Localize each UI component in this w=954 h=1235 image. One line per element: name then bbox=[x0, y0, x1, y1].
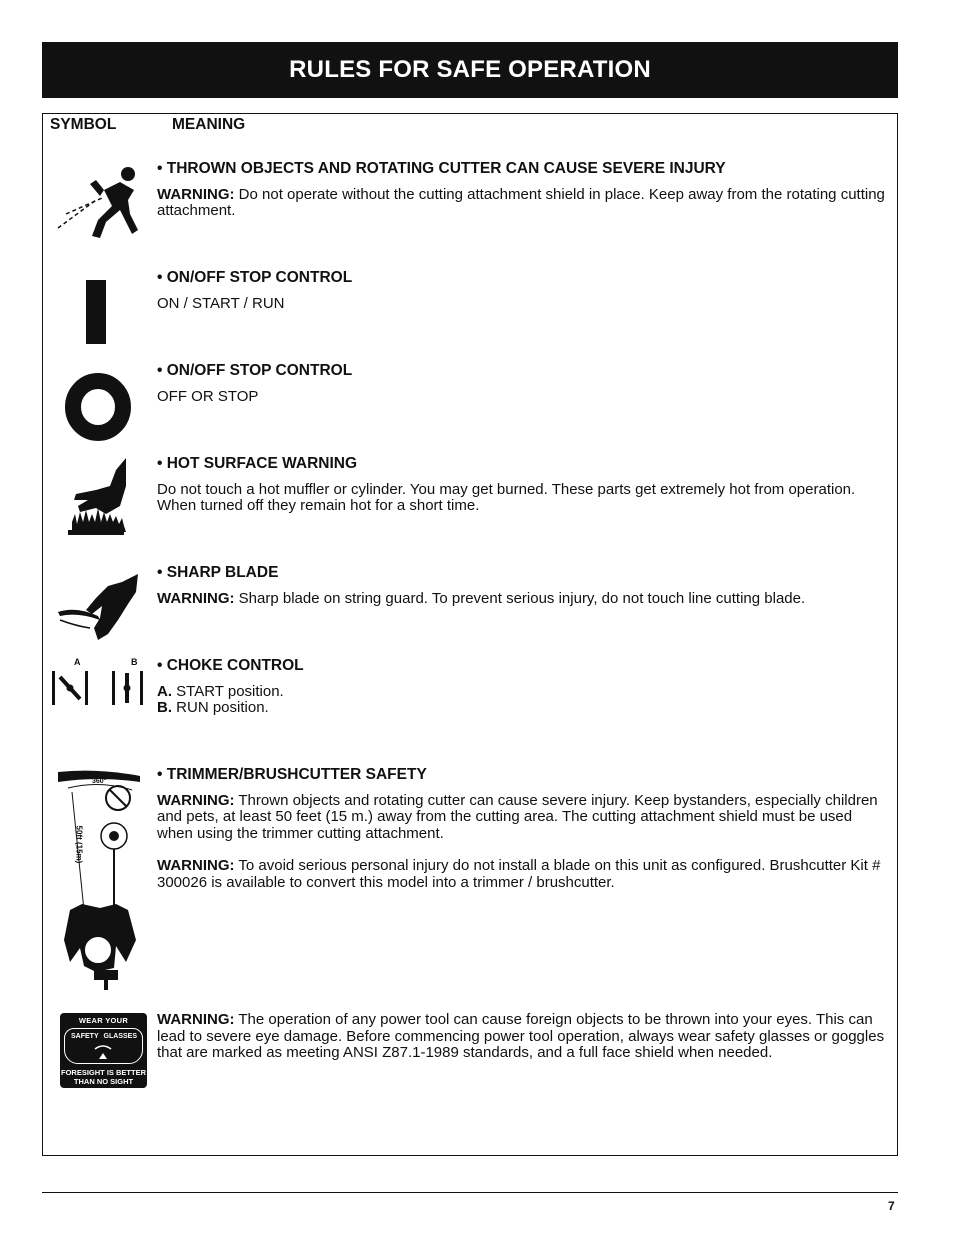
choke-label-a: A bbox=[74, 657, 81, 667]
symbol-column-header: SYMBOL bbox=[50, 116, 117, 133]
banner-title: RULES FOR SAFE OPERATION bbox=[289, 56, 651, 83]
meaning-column-header: MEANING bbox=[172, 116, 246, 133]
badge-bottom-text-1: FORESIGHT IS BETTER bbox=[60, 1068, 146, 1077]
safety-glasses-icon bbox=[60, 1013, 147, 1088]
rule-text-run: B. RUN position. bbox=[157, 699, 269, 716]
section-banner bbox=[42, 42, 898, 98]
choke-control-icon bbox=[50, 657, 150, 707]
badge-top-text: WEAR YOUR bbox=[78, 1016, 129, 1025]
rule-text-start: A. START position. bbox=[157, 682, 284, 700]
on-symbol-icon bbox=[86, 280, 106, 344]
badge-bottom-text-2: THAN NO SIGHT bbox=[73, 1077, 134, 1086]
hot-surface-icon bbox=[66, 456, 136, 538]
rule-row-safety-glasses bbox=[157, 1012, 892, 1062]
rule-title: • SHARP BLADE bbox=[157, 564, 279, 581]
bystander-distance-icon bbox=[56, 770, 142, 992]
rule-row-trimmer-safety bbox=[157, 767, 892, 891]
rule-text: WARNING: Do not operate without the cutting attachment shield in place. Keep away from the rotating cutting attachment. bbox=[157, 185, 885, 219]
angle-label: 360° bbox=[92, 778, 107, 785]
badge-left-text: SAFETY bbox=[71, 1033, 99, 1040]
off-symbol-icon bbox=[64, 372, 132, 442]
rule-text: WARNING: The operation of any power tool can cause foreign objects to be thrown into your eyes. This can lead to severe eye damage. Before commencing power tool operation, always wear safety glasses or goggles that are marked as meeting ANSI Z87.1-1989 standards, and a full face shield when needed. bbox=[157, 1011, 885, 1061]
rule-title: • CHOKE CONTROL bbox=[157, 657, 304, 674]
choke-label-b: B bbox=[131, 657, 138, 667]
rule-title: • ON/OFF STOP CONTROL bbox=[157, 269, 353, 286]
rule-text: WARNING: Thrown objects and rotating cutter can cause severe injury. Keep bystanders, especially children and pets, at least 50 feet (15 m.) away from the cutting area. The cutting attachment shield must be used when using the trimmer cutting attachment. bbox=[157, 791, 878, 842]
rule-row-on-control bbox=[157, 270, 892, 312]
rule-text: ON / START / RUN bbox=[157, 294, 285, 312]
rule-row-thrown-objects bbox=[157, 161, 892, 220]
rule-title: • THROWN OBJECTS AND ROTATING CUTTER CAN CAUSE SEVERE INJURY bbox=[157, 160, 726, 177]
rule-text: WARNING: Sharp blade on string guard. To prevent serious injury, do not touch line cutting blade. bbox=[157, 589, 806, 607]
page-number: 7 bbox=[888, 1199, 895, 1213]
rule-text: OFF OR STOP bbox=[157, 387, 259, 405]
rule-row-sharp-blade bbox=[157, 565, 892, 607]
sharp-blade-icon bbox=[56, 570, 140, 642]
footer-rule bbox=[42, 1192, 898, 1193]
badge-right-text: GLASSES bbox=[103, 1033, 137, 1040]
rule-text: Do not touch a hot muffler or cylinder. You may get burned. These parts get extremely hot from operation. When turned off they remain hot for a short time. bbox=[157, 480, 856, 514]
rule-row-off-control bbox=[157, 363, 892, 405]
rule-title: • TRIMMER/BRUSHCUTTER SAFETY bbox=[157, 766, 427, 783]
rule-row-choke-control bbox=[157, 658, 892, 717]
thrown-objects-icon bbox=[56, 160, 140, 244]
glasses-graphic bbox=[64, 1028, 143, 1064]
rule-title: • ON/OFF STOP CONTROL bbox=[157, 362, 353, 379]
distance-label: 50ft (15m) bbox=[74, 825, 84, 864]
rule-text: WARNING: To avoid serious personal injury do not install a blade on this unit as configured. Brushcutter Kit # 300026 is available to convert this model into a trimmer / brushcutter. bbox=[157, 857, 881, 891]
rule-title: • HOT SURFACE WARNING bbox=[157, 455, 358, 472]
rule-row-hot-surface bbox=[157, 456, 892, 515]
